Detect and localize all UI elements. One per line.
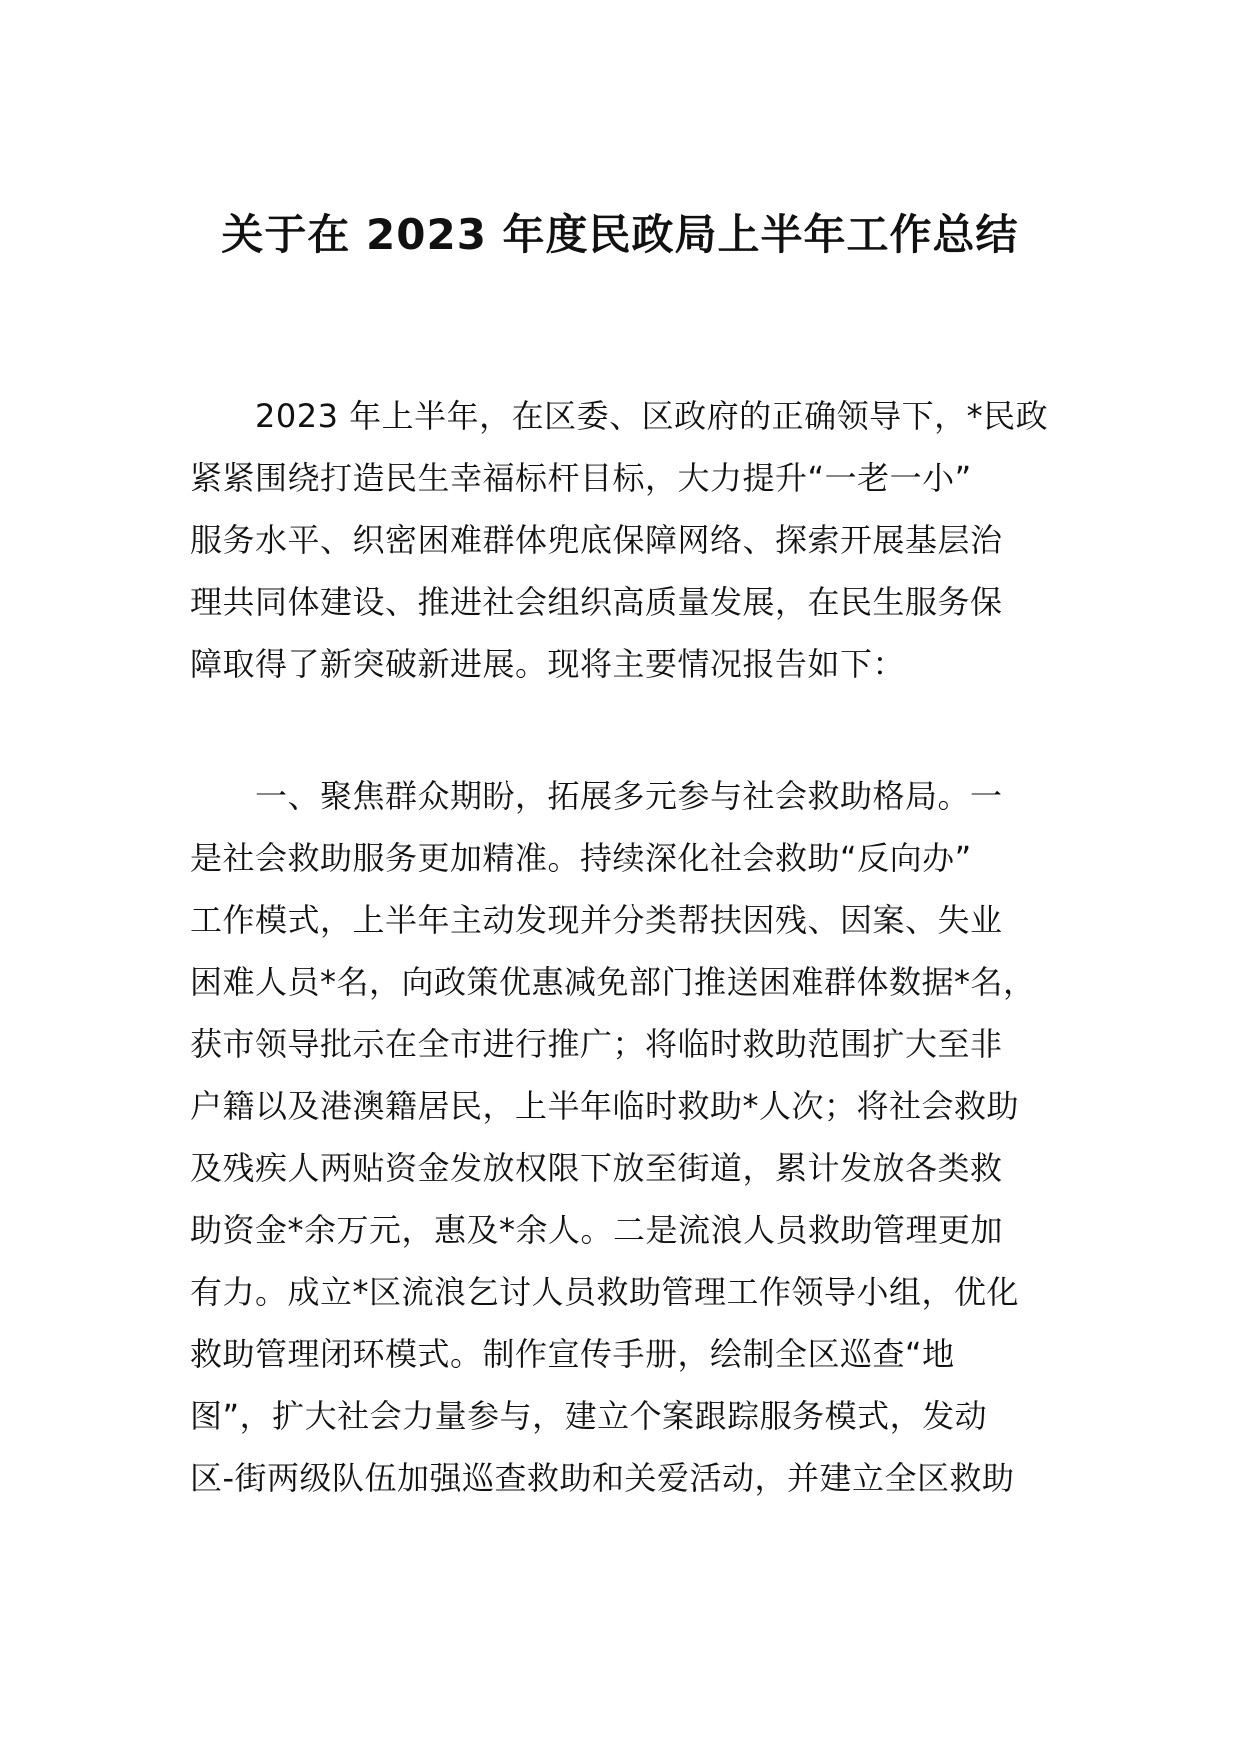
text-line: 困难人员*名，向政策优惠减免部门推送困难群体数据*名， bbox=[190, 963, 1036, 1001]
text-line: 有力。成立*区流浪乞讨人员救助管理工作领导小组，优化 bbox=[190, 1273, 1020, 1311]
text-line: 服务水平、织密困难群体兜底保障网络、探索开展基层治 bbox=[190, 521, 1003, 559]
text-line: 工作模式，上半年主动发现并分类帮扶因残、因案、失业 bbox=[190, 901, 1003, 939]
text-line: 是社会救助服务更加精准。持续深化社会救助“反向办” bbox=[190, 839, 972, 877]
text-line: 户籍以及港澳籍居民，上半年临时救助*人次；将社会救助 bbox=[190, 1087, 1020, 1125]
text-line: 紧紧围绕打造民生幸福标杆目标，大力提升“一老一小” bbox=[190, 459, 972, 497]
text-line: 救助管理闭环模式。制作宣传手册，绘制全区巡查“地 bbox=[190, 1335, 955, 1373]
text-line: 及残疾人两贴资金发放权限下放至街道，累计发放各类救 bbox=[190, 1149, 1003, 1187]
document-title: 关于在 2023 年度民政局上半年工作总结 bbox=[221, 210, 1019, 259]
text-line: 障取得了新突破新进展。现将主要情况报告如下： bbox=[190, 645, 906, 683]
text-line: 一、聚焦群众期盼，拓展多元参与社会救助格局。一 bbox=[190, 777, 1003, 815]
paragraph-intro bbox=[190, 385, 1060, 695]
text-line: 2023 年上半年，在区委、区政府的正确领导下，*民政 bbox=[190, 397, 1049, 435]
text-line: 区-街两级队伍加强巡查救助和关爱活动，并建立全区救助 bbox=[190, 1459, 1015, 1497]
text-line: 图”，扩大社会力量参与，建立个案跟踪服务模式，发动 bbox=[190, 1397, 988, 1435]
text-line: 助资金*余万元，惠及*余人。二是流浪人员救助管理更加 bbox=[190, 1211, 1004, 1249]
text-line: 理共同体建设、推进社会组织高质量发展，在民生服务保 bbox=[190, 583, 1003, 621]
paragraph-section-one bbox=[190, 765, 1060, 1509]
text-line: 获市领导批示在全市进行推广；将临时救助范围扩大至非 bbox=[190, 1025, 1003, 1063]
